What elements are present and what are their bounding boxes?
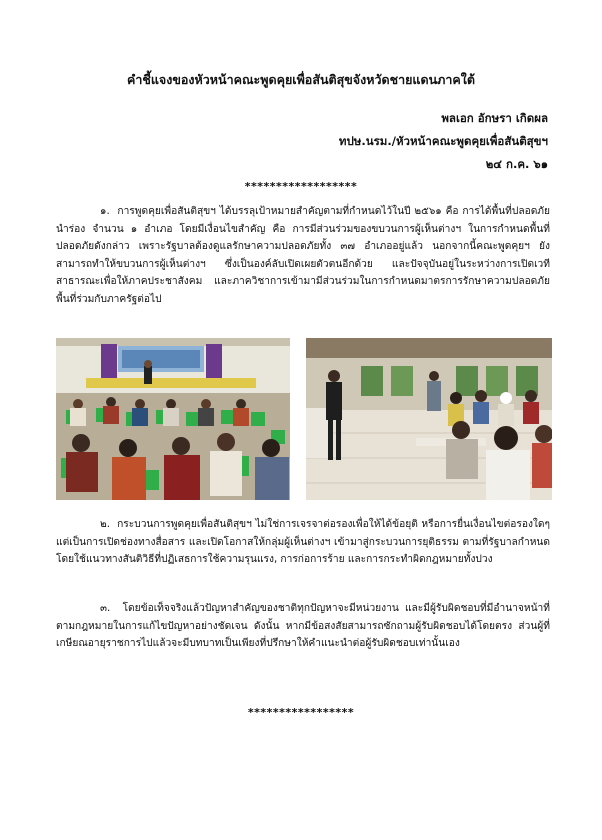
paragraph-text: โดยข้อเท็จจริงแล้วปัญหาสำคัญของชาติทุกปัญหาจะมีหน่วยงาน และมีผู้รับผิดชอบที่มีอำนาจหน้าที่ตามกฎหมายในการแก้ไขปัญหาอย่างชัดเจน ดังนั้น หากมีข้อสงสัยสามารถซักถามผู้รับผิดชอบได้โดยตรง ส่วนผู้ที่เกษียณอายุราชการไปแล้วจะมีบทบาทเป็นเพียงที่ปรึกษาให้คำแนะนำต่อผู้รับผิดชอบเท่านั้นเอง (56, 603, 550, 649)
paragraph-text: การพูดคุยเพื่อสันติสุขฯ ได้บรรลุเป้าหมายสำคัญตามที่กำหนดไว้ในปี ๒๕๖๑ คือ การได้พื้นที่ปลอดภัยนำร่อง จำนวน ๑ อำเภอ โดยมีเงื่อนไขสำคัญ คือ การมีส่วนร่วมของขบวนการผู้เห็นต่างฯ ในการกำหนดพื้นที่ปลอดภัยดังกล่าว เพราะรัฐบาลต้องดูแลรักษาความปลอดภัยทั้ง ๓๗ อำเภออยู่แล้ว นอกจากนี้คณะพูดคุยฯ ยังสามารถทำให้ขบวนการผู้เห็นต่างฯ ซึ่งเป็นองค์ลับเปิดเผยตัวตนอีกด้วย และปัจจุบันอยู่ในระหว่างการเปิดเวทีสาธารณะเพื่อให้ภาคประชาสังคม และภาควิชาการเข้ามามีส่วนร่วมในการกำหนดมาตรการรักษาความปลอดภัยพื้นที่ร่วมกับภาครัฐต่อไป (56, 206, 550, 305)
speaker-photo (306, 338, 552, 500)
paragraph-number: ๒. (100, 519, 110, 530)
separator-top: ****************** (244, 180, 358, 193)
signature-date: ๒๔ ก.ค. ๖๑ (485, 157, 548, 171)
paragraph-2 (56, 516, 550, 569)
paragraph-1 (56, 203, 550, 308)
paragraph-number: ๓. (100, 603, 111, 614)
paragraph-number: ๑. (100, 206, 110, 217)
separator-bottom: ***************** (247, 706, 355, 719)
paragraph-3 (56, 600, 550, 653)
signature-position: ทปษ.นรม./หัวหน้าคณะพูดคุยเพื่อสันติสุขฯ (338, 134, 548, 148)
signature-name: พลเอก อักษรา เกิดผล (441, 111, 548, 125)
meeting-hall-photo (56, 338, 290, 500)
document-title: คำชี้แจงของหัวหน้าคณะพูดคุยเพื่อสันติสุขจังหวัดชายแดนภาคใต้ (127, 72, 475, 87)
paragraph-text: กระบวนการพูดคุยเพื่อสันติสุขฯ ไม่ใช่การเจรจาต่อรองเพื่อให้ได้ข้อยุติ หรือการยื่นเงื่อนไขต่อรองใดๆ แต่เป็นการเปิดช่องทางสื่อสาร และเปิดโอกาสให้กลุ่มผู้เห็นต่างฯ เข้ามาสู่กระบวนการยุติธรรม ตามที่รัฐบาลกำหนด โดยใช้แนวทางสันติวิธีที่ปฏิเสธการใช้ความรุนแรง, การก่อการร้าย และการกระทำผิดกฎหมายทั้งปวง (56, 519, 550, 565)
